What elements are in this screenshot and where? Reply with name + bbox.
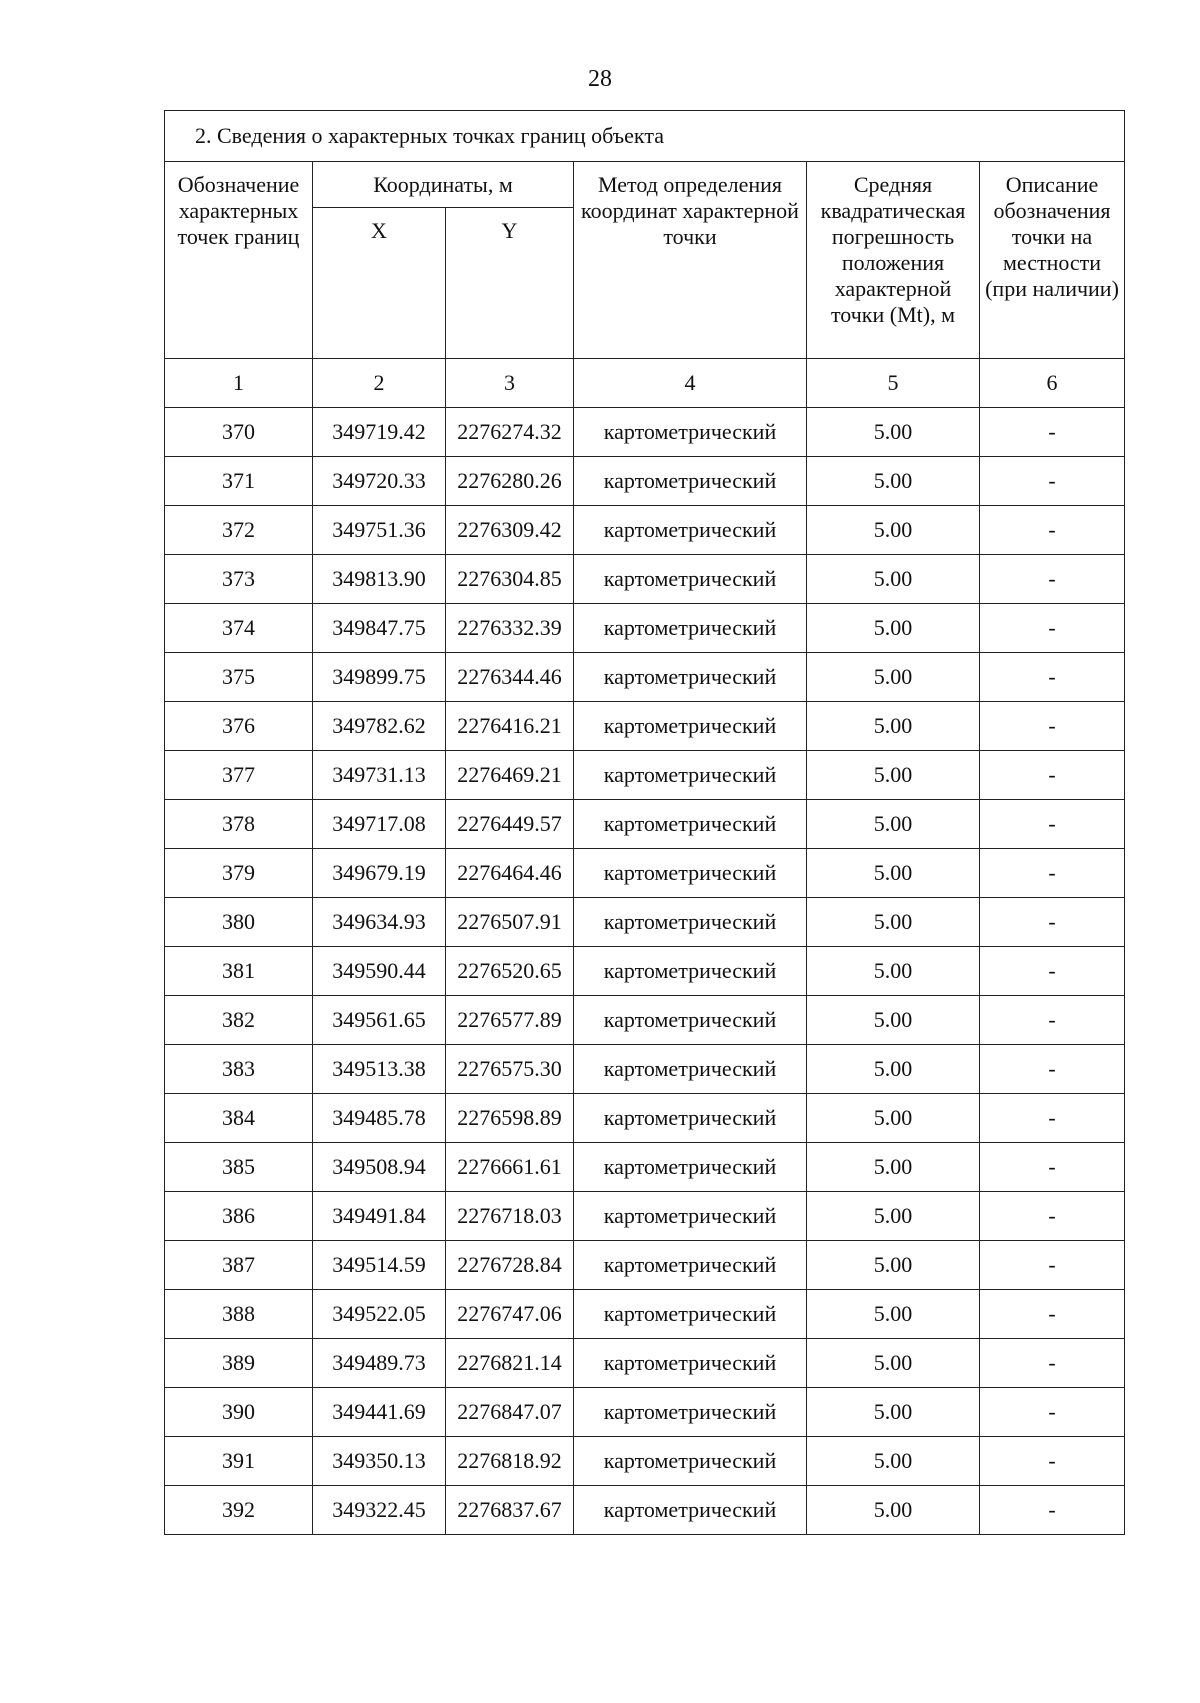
description-cell: - <box>980 1437 1125 1486</box>
table-row <box>165 506 1125 555</box>
x-coordinate-cell: 349782.62 <box>313 702 446 751</box>
method-cell: картометрический <box>574 1486 807 1535</box>
error-cell: 5.00 <box>807 800 980 849</box>
header-coordinates: Координаты, м <box>313 162 574 208</box>
point-id-cell: 392 <box>165 1486 313 1535</box>
point-id-cell: 382 <box>165 996 313 1045</box>
header-description: Описание обозначения точки на местности (при наличии) <box>980 162 1125 359</box>
x-coordinate-cell: 349847.75 <box>313 604 446 653</box>
method-cell: картометрический <box>574 800 807 849</box>
x-coordinate-cell: 349489.73 <box>313 1339 446 1388</box>
method-cell: картометрический <box>574 996 807 1045</box>
error-cell: 5.00 <box>807 457 980 506</box>
table-row <box>165 1437 1125 1486</box>
method-cell: картометрический <box>574 1290 807 1339</box>
description-cell: - <box>980 1192 1125 1241</box>
error-cell: 5.00 <box>807 947 980 996</box>
description-cell: - <box>980 1241 1125 1290</box>
y-coordinate-cell: 2276598.89 <box>446 1094 574 1143</box>
method-cell: картометрический <box>574 702 807 751</box>
table-row <box>165 457 1125 506</box>
point-id-cell: 383 <box>165 1045 313 1094</box>
method-cell: картометрический <box>574 1339 807 1388</box>
x-coordinate-cell: 349720.33 <box>313 457 446 506</box>
header-y: Y <box>446 208 574 359</box>
description-cell: - <box>980 996 1125 1045</box>
error-cell: 5.00 <box>807 408 980 457</box>
x-coordinate-cell: 349813.90 <box>313 555 446 604</box>
y-coordinate-cell: 2276718.03 <box>446 1192 574 1241</box>
header-x: X <box>313 208 446 359</box>
description-cell: - <box>980 702 1125 751</box>
error-cell: 5.00 <box>807 1094 980 1143</box>
description-cell: - <box>980 457 1125 506</box>
column-number: 2 <box>313 359 446 408</box>
error-cell: 5.00 <box>807 898 980 947</box>
description-cell: - <box>980 1143 1125 1192</box>
table-row <box>165 751 1125 800</box>
table-row <box>165 1290 1125 1339</box>
column-number: 4 <box>574 359 807 408</box>
x-coordinate-cell: 349561.65 <box>313 996 446 1045</box>
x-coordinate-cell: 349590.44 <box>313 947 446 996</box>
method-cell: картометрический <box>574 1437 807 1486</box>
x-coordinate-cell: 349350.13 <box>313 1437 446 1486</box>
y-coordinate-cell: 2276507.91 <box>446 898 574 947</box>
y-coordinate-cell: 2276821.14 <box>446 1339 574 1388</box>
x-coordinate-cell: 349522.05 <box>313 1290 446 1339</box>
error-cell: 5.00 <box>807 702 980 751</box>
table-row <box>165 1388 1125 1437</box>
table-row <box>165 604 1125 653</box>
x-coordinate-cell: 349731.13 <box>313 751 446 800</box>
error-cell: 5.00 <box>807 751 980 800</box>
description-cell: - <box>980 947 1125 996</box>
x-coordinate-cell: 349491.84 <box>313 1192 446 1241</box>
y-coordinate-cell: 2276344.46 <box>446 653 574 702</box>
table-row <box>165 996 1125 1045</box>
method-cell: картометрический <box>574 604 807 653</box>
point-id-cell: 373 <box>165 555 313 604</box>
error-cell: 5.00 <box>807 1388 980 1437</box>
point-id-cell: 388 <box>165 1290 313 1339</box>
table-row <box>165 1143 1125 1192</box>
method-cell: картометрический <box>574 1045 807 1094</box>
point-id-cell: 384 <box>165 1094 313 1143</box>
error-cell: 5.00 <box>807 1486 980 1535</box>
header-designation: Обозначение характерных точек границ <box>165 162 313 359</box>
method-cell: картометрический <box>574 653 807 702</box>
error-cell: 5.00 <box>807 1339 980 1388</box>
y-coordinate-cell: 2276747.06 <box>446 1290 574 1339</box>
table-row <box>165 555 1125 604</box>
description-cell: - <box>980 849 1125 898</box>
method-cell: картометрический <box>574 1143 807 1192</box>
y-coordinate-cell: 2276449.57 <box>446 800 574 849</box>
description-cell: - <box>980 1339 1125 1388</box>
column-number: 1 <box>165 359 313 408</box>
method-cell: картометрический <box>574 947 807 996</box>
method-cell: картометрический <box>574 408 807 457</box>
table-row <box>165 898 1125 947</box>
y-coordinate-cell: 2276309.42 <box>446 506 574 555</box>
point-id-cell: 372 <box>165 506 313 555</box>
x-coordinate-cell: 349719.42 <box>313 408 446 457</box>
table-row <box>165 1339 1125 1388</box>
point-id-cell: 377 <box>165 751 313 800</box>
x-coordinate-cell: 349508.94 <box>313 1143 446 1192</box>
description-cell: - <box>980 800 1125 849</box>
boundary-points-table <box>164 110 1125 1535</box>
x-coordinate-cell: 349634.93 <box>313 898 446 947</box>
description-cell: - <box>980 1094 1125 1143</box>
method-cell: картометрический <box>574 1388 807 1437</box>
column-number: 3 <box>446 359 574 408</box>
point-id-cell: 386 <box>165 1192 313 1241</box>
point-id-cell: 371 <box>165 457 313 506</box>
page-number: 28 <box>588 66 612 92</box>
method-cell: картометрический <box>574 751 807 800</box>
table-row <box>165 408 1125 457</box>
error-cell: 5.00 <box>807 1290 980 1339</box>
method-cell: картометрический <box>574 1094 807 1143</box>
description-cell: - <box>980 506 1125 555</box>
description-cell: - <box>980 604 1125 653</box>
error-cell: 5.00 <box>807 849 980 898</box>
x-coordinate-cell: 349322.45 <box>313 1486 446 1535</box>
x-coordinate-cell: 349717.08 <box>313 800 446 849</box>
error-cell: 5.00 <box>807 1143 980 1192</box>
description-cell: - <box>980 555 1125 604</box>
error-cell: 5.00 <box>807 653 980 702</box>
error-cell: 5.00 <box>807 506 980 555</box>
description-cell: - <box>980 1290 1125 1339</box>
point-id-cell: 389 <box>165 1339 313 1388</box>
point-id-cell: 381 <box>165 947 313 996</box>
y-coordinate-cell: 2276577.89 <box>446 996 574 1045</box>
table-row <box>165 1192 1125 1241</box>
error-cell: 5.00 <box>807 1045 980 1094</box>
table-row <box>165 800 1125 849</box>
table-row <box>165 1045 1125 1094</box>
y-coordinate-cell: 2276469.21 <box>446 751 574 800</box>
point-id-cell: 390 <box>165 1388 313 1437</box>
error-cell: 5.00 <box>807 1192 980 1241</box>
column-number: 6 <box>980 359 1125 408</box>
method-cell: картометрический <box>574 849 807 898</box>
x-coordinate-cell: 349679.19 <box>313 849 446 898</box>
y-coordinate-cell: 2276332.39 <box>446 604 574 653</box>
error-cell: 5.00 <box>807 1437 980 1486</box>
header-method: Метод определения координат характерной точки <box>574 162 807 359</box>
section-title: 2. Сведения о характерных точках границ объекта <box>165 111 1125 162</box>
y-coordinate-cell: 2276818.92 <box>446 1437 574 1486</box>
description-cell: - <box>980 653 1125 702</box>
method-cell: картометрический <box>574 457 807 506</box>
point-id-cell: 375 <box>165 653 313 702</box>
table-row <box>165 1486 1125 1535</box>
description-cell: - <box>980 1486 1125 1535</box>
error-cell: 5.00 <box>807 604 980 653</box>
y-coordinate-cell: 2276416.21 <box>446 702 574 751</box>
description-cell: - <box>980 408 1125 457</box>
table-row <box>165 947 1125 996</box>
method-cell: картометрический <box>574 555 807 604</box>
y-coordinate-cell: 2276837.67 <box>446 1486 574 1535</box>
error-cell: 5.00 <box>807 1241 980 1290</box>
y-coordinate-cell: 2276728.84 <box>446 1241 574 1290</box>
y-coordinate-cell: 2276280.26 <box>446 457 574 506</box>
header-error: Средняя квадратическая погрешность положения характерной точки (Mt), м <box>807 162 980 359</box>
point-id-cell: 385 <box>165 1143 313 1192</box>
method-cell: картометрический <box>574 1192 807 1241</box>
x-coordinate-cell: 349514.59 <box>313 1241 446 1290</box>
table-row <box>165 702 1125 751</box>
point-id-cell: 370 <box>165 408 313 457</box>
y-coordinate-cell: 2276847.07 <box>446 1388 574 1437</box>
point-id-cell: 376 <box>165 702 313 751</box>
description-cell: - <box>980 751 1125 800</box>
x-coordinate-cell: 349485.78 <box>313 1094 446 1143</box>
point-id-cell: 391 <box>165 1437 313 1486</box>
y-coordinate-cell: 2276520.65 <box>446 947 574 996</box>
x-coordinate-cell: 349899.75 <box>313 653 446 702</box>
method-cell: картометрический <box>574 506 807 555</box>
point-id-cell: 378 <box>165 800 313 849</box>
error-cell: 5.00 <box>807 996 980 1045</box>
description-cell: - <box>980 898 1125 947</box>
table-row <box>165 1241 1125 1290</box>
x-coordinate-cell: 349441.69 <box>313 1388 446 1437</box>
column-numbers-row <box>165 359 1125 408</box>
y-coordinate-cell: 2276274.32 <box>446 408 574 457</box>
x-coordinate-cell: 349751.36 <box>313 506 446 555</box>
table-row <box>165 653 1125 702</box>
table-row <box>165 1094 1125 1143</box>
y-coordinate-cell: 2276575.30 <box>446 1045 574 1094</box>
x-coordinate-cell: 349513.38 <box>313 1045 446 1094</box>
y-coordinate-cell: 2276304.85 <box>446 555 574 604</box>
column-number: 5 <box>807 359 980 408</box>
table-row <box>165 849 1125 898</box>
point-id-cell: 387 <box>165 1241 313 1290</box>
method-cell: картометрический <box>574 1241 807 1290</box>
point-id-cell: 380 <box>165 898 313 947</box>
y-coordinate-cell: 2276661.61 <box>446 1143 574 1192</box>
method-cell: картометрический <box>574 898 807 947</box>
point-id-cell: 379 <box>165 849 313 898</box>
point-id-cell: 374 <box>165 604 313 653</box>
description-cell: - <box>980 1045 1125 1094</box>
description-cell: - <box>980 1388 1125 1437</box>
error-cell: 5.00 <box>807 555 980 604</box>
y-coordinate-cell: 2276464.46 <box>446 849 574 898</box>
